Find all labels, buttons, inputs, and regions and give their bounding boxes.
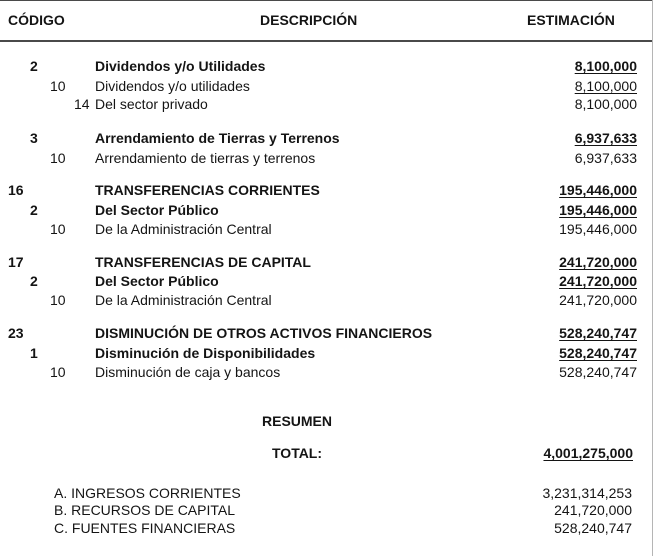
row-code: 2	[30, 58, 38, 74]
row-code: 17	[8, 254, 24, 270]
header-code: CÓDIGO	[8, 12, 65, 28]
row-amount: 6,937,633	[574, 150, 637, 166]
header-rule	[0, 40, 652, 42]
row-code: 23	[8, 325, 24, 341]
row-description: De la Administración Central	[95, 292, 272, 308]
summary-item-value: 3,231,314,253	[542, 485, 632, 501]
row-description: Disminución de Disponibilidades	[95, 345, 316, 361]
row-code: 3	[30, 130, 38, 146]
row-amount: 195,446,000	[559, 202, 637, 218]
row-amount: 8,100,000	[574, 78, 637, 94]
row-code: 10	[50, 78, 66, 94]
row-description: Del Sector Público	[95, 273, 219, 289]
header-description: DESCRIPCIÓN	[260, 12, 358, 28]
summary-item-label: A. INGRESOS CORRIENTES	[54, 485, 241, 501]
row-code: 1	[30, 345, 38, 361]
row-amount: 8,100,000	[574, 58, 637, 74]
row-code: 10	[50, 364, 66, 380]
row-code: 10	[50, 150, 66, 166]
row-description: Disminución de caja y bancos	[95, 364, 281, 380]
row-amount: 241,720,000	[559, 292, 637, 308]
row-code: 14	[74, 96, 90, 112]
row-description: Arrendamiento de Tierras y Terrenos	[95, 130, 340, 146]
row-amount: 241,720,000	[559, 273, 637, 289]
row-amount: 6,937,633	[574, 130, 637, 146]
row-description: Dividendos y/o Utilidades	[95, 58, 266, 74]
row-code: 16	[8, 182, 24, 198]
row-amount: 528,240,747	[559, 364, 637, 380]
row-amount: 195,446,000	[559, 221, 637, 237]
row-code: 10	[50, 292, 66, 308]
row-description: TRANSFERENCIAS DE CAPITAL	[95, 254, 311, 270]
row-description: DISMINUCIÓN DE OTROS ACTIVOS FINANCIEROS	[95, 325, 433, 341]
summary-item-value: 241,720,000	[554, 502, 632, 518]
summary-item-label: C. FUENTES FINANCIERAS	[54, 520, 236, 536]
row-description: Dividendos y/o utilidades	[95, 78, 250, 94]
row-amount: 528,240,747	[559, 345, 637, 361]
row-amount: 195,446,000	[559, 182, 637, 198]
header-estimate: ESTIMACIÓN	[527, 12, 615, 28]
row-description: Del sector privado	[95, 96, 208, 112]
summary-item-label: B. RECURSOS DE CAPITAL	[54, 502, 236, 518]
summary-title: RESUMEN	[262, 413, 333, 429]
row-amount: 241,720,000	[559, 254, 637, 270]
row-code: 10	[50, 221, 66, 237]
row-amount: 528,240,747	[559, 325, 637, 341]
summary-item-value: 528,240,747	[554, 520, 632, 536]
row-code: 2	[30, 202, 38, 218]
right-border	[652, 0, 653, 556]
row-amount: 8,100,000	[574, 96, 637, 112]
summary-total-label: TOTAL:	[272, 445, 323, 461]
row-description: Del Sector Público	[95, 202, 219, 218]
row-description: De la Administración Central	[95, 221, 272, 237]
top-rule	[0, 0, 652, 1]
summary-total-value: 4,001,275,000	[543, 445, 633, 461]
row-code: 2	[30, 273, 38, 289]
row-description: Arrendamiento de tierras y terrenos	[95, 150, 316, 166]
row-description: TRANSFERENCIAS CORRIENTES	[95, 182, 320, 198]
